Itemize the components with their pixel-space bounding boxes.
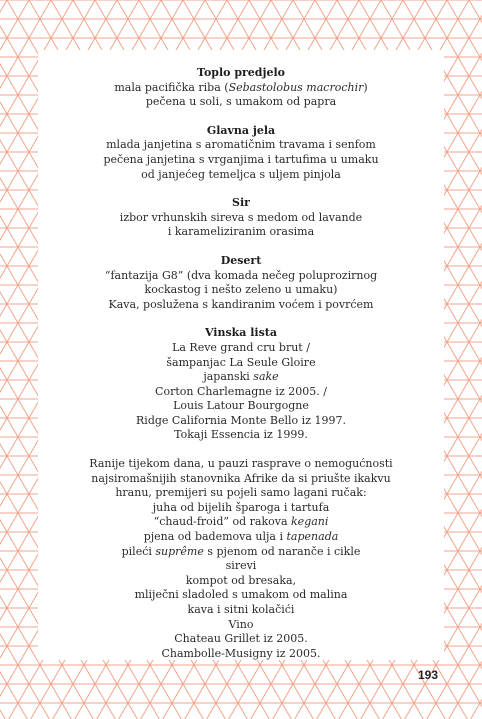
menu-line xyxy=(38,647,444,660)
menu-line xyxy=(38,81,444,96)
menu-section xyxy=(38,66,444,110)
text-segment: juha od bijelih šparoga i tartufa xyxy=(152,500,330,514)
menu-line xyxy=(38,457,444,472)
text-segment: izbor vrhunskih sireva s medom od lavande xyxy=(119,210,363,224)
text-segment: Corton Charlemagne iz 2005. / xyxy=(155,384,327,398)
menu-line xyxy=(38,95,444,110)
menu-line xyxy=(38,618,444,633)
menu-line xyxy=(38,428,444,443)
menu-section xyxy=(38,326,444,443)
menu-line xyxy=(38,356,444,371)
section-heading: Sir xyxy=(232,196,250,210)
menu-line xyxy=(38,530,444,545)
text-segment: pečena janjetina s vrganjima i tartufima u umaku xyxy=(103,152,379,166)
text-segment: hranu, premijeri su pojeli samo lagani ručak: xyxy=(115,486,367,500)
menu-line xyxy=(38,399,444,414)
text-segment: Chateau Grillet iz 2005. xyxy=(174,632,308,646)
menu-line xyxy=(38,486,444,501)
menu-line xyxy=(38,269,444,284)
text-segment: Tokaji Essencia iz 1999. xyxy=(174,428,308,442)
menu-line xyxy=(38,211,444,226)
section-heading: Vinska lista xyxy=(204,326,278,340)
text-segment: pečena u soli, s umakom od papra xyxy=(145,95,337,109)
menu-line xyxy=(38,298,444,313)
text-segment: pjena od bademova ulja i xyxy=(143,530,287,544)
section-heading: Toplo predjelo xyxy=(197,66,285,79)
menu-line xyxy=(38,370,444,385)
text-segment: “fantazija G8” (dva komada nečeg poluprozirnog xyxy=(104,268,378,282)
menu-line xyxy=(38,283,444,298)
menu-line xyxy=(38,472,444,487)
menu-content xyxy=(38,66,444,660)
text-segment: Louis Latour Bourgogne xyxy=(173,399,309,413)
text-segment: od janjećeg temeljca s uljem pinjola xyxy=(141,167,341,181)
menu-line xyxy=(38,414,444,429)
text-segment: La Reve grand cru brut / xyxy=(172,340,310,354)
text-segment: kockastog i nešto zeleno u umaku) xyxy=(144,283,338,297)
text-segment: mlada janjetina s aromatičnim travama i senfom xyxy=(106,138,376,152)
text-segment: Chambolle-Musigny iz 2005. xyxy=(161,646,321,660)
menu-text-panel xyxy=(38,50,444,660)
text-segment: mala pacifička riba ( xyxy=(114,80,229,94)
menu-line xyxy=(38,225,444,240)
menu-section xyxy=(38,254,444,312)
text-segment: najsiromašnijih stanovnika Afrike da si priušte ikakvu xyxy=(91,471,391,485)
menu-line xyxy=(38,545,444,560)
menu-section xyxy=(38,196,444,240)
menu-line xyxy=(38,138,444,153)
text-segment: šampanjac La Seule Gloire xyxy=(166,355,316,369)
text-segment: Ridge California Monte Bello iz 1997. xyxy=(136,413,346,427)
menu-line xyxy=(38,153,444,168)
text-segment: japanski xyxy=(203,370,254,384)
text-segment: sirevi xyxy=(225,559,257,573)
text-segment: ) xyxy=(363,80,368,94)
menu-line xyxy=(38,385,444,400)
text-segment: mliječni sladoled s umakom od malina xyxy=(134,588,348,602)
text-segment: Vino xyxy=(228,617,254,631)
menu-line xyxy=(38,341,444,356)
menu-line xyxy=(38,559,444,574)
section-heading: Glavna jela xyxy=(206,123,276,137)
text-segment: pileći xyxy=(121,544,156,558)
italic-text: Sebastolobus macrochir xyxy=(228,80,364,94)
text-segment: “chaud-froid” od rakova xyxy=(153,515,292,529)
italic-text: kegani xyxy=(291,515,329,529)
italic-text: sake xyxy=(253,370,279,384)
italic-text: suprême xyxy=(155,544,204,558)
menu-line xyxy=(38,501,444,516)
menu-section xyxy=(38,124,444,182)
text-segment: i karameliziranim orasima xyxy=(167,225,315,239)
section-heading: Desert xyxy=(220,253,262,267)
text-segment: kava i sitni kolačići xyxy=(187,603,295,616)
menu-line xyxy=(38,632,444,647)
text-segment: Kava, poslužena s kandiranim voćem i povrćem xyxy=(108,297,374,311)
menu-line xyxy=(38,588,444,603)
menu-line xyxy=(38,515,444,530)
page-number: 193 xyxy=(417,668,438,682)
italic-text: tapenada xyxy=(286,530,339,544)
text-segment: Ranije tijekom dana, u pauzi rasprave o nemogućnosti xyxy=(89,457,393,471)
menu-line xyxy=(38,603,444,618)
menu-section xyxy=(38,457,444,660)
menu-line xyxy=(38,574,444,589)
text-segment: kompot od bresaka, xyxy=(185,573,297,587)
text-segment: s pjenom od naranče i cikle xyxy=(203,544,361,558)
menu-line xyxy=(38,168,444,183)
